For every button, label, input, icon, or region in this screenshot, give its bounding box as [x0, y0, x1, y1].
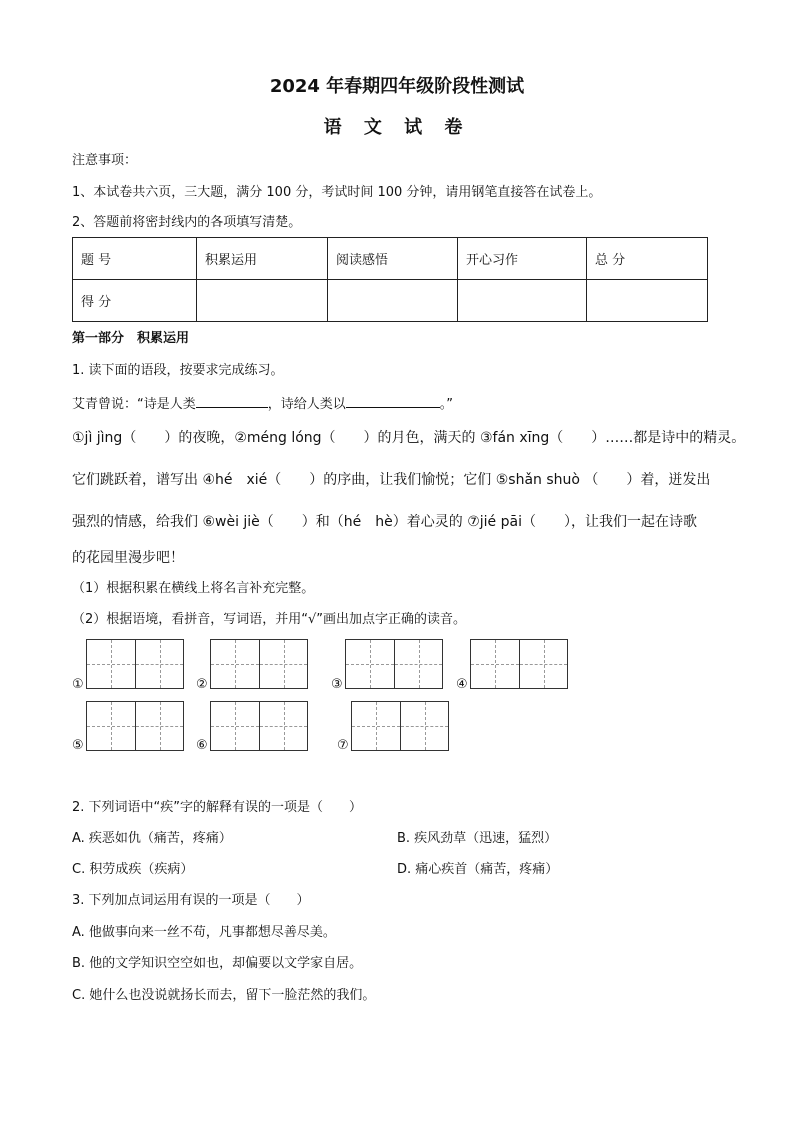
q1-paragraph-line-3: 强烈的情感，给我们 ⑥wèi jiè（ ）和（hé hè）着心灵的 ⑦jié pāi（ ），让我们一起在诗歌 — [72, 514, 697, 530]
grid-label: ③ — [331, 677, 343, 692]
grid-label: ① — [72, 677, 84, 692]
q1-paragraph-line-4: 的花园里漫步吧！ — [72, 550, 184, 566]
score-table-header-row — [73, 238, 708, 280]
grid-cell[interactable] — [519, 640, 567, 688]
writing-grid-4[interactable] — [470, 639, 568, 689]
q3-option-b[interactable]: B. 他的文学知识空空如也，却偏要以文学家自居。 — [72, 956, 363, 971]
grid-cell[interactable] — [259, 640, 307, 688]
q1-sub-1: （1）根据积累在横线上将名言补充完整。 — [72, 581, 315, 596]
q3-stem: 3. 下列加点词运用有误的一项是（ ） — [72, 893, 310, 908]
grid-cell[interactable] — [471, 640, 519, 688]
grid-cell[interactable] — [394, 640, 442, 688]
grid-cell[interactable] — [135, 702, 183, 750]
writing-grid-3[interactable] — [345, 639, 443, 689]
quote-part-c: 。” — [439, 397, 454, 412]
quote-part-a: 艾青曾说：“诗是人类 — [72, 397, 196, 412]
grid-label: ④ — [456, 677, 468, 692]
quote-blank-1[interactable] — [196, 393, 268, 408]
score-header-cell: 开心习作 — [458, 238, 587, 280]
grid-cell[interactable] — [259, 702, 307, 750]
grid-label: ② — [196, 677, 208, 692]
q1-paragraph-line-1: ①jì jìng（ ）的夜晚，②méng lóng（ ）的月色，满天的 ③fán xīng（ ）……都是诗中的精灵。 — [72, 430, 746, 446]
score-table-score-row — [73, 280, 708, 322]
notes-item-2: 2、答题前将密封线内的各项填写清楚。 — [72, 215, 302, 230]
score-header-cell: 积累运用 — [197, 238, 328, 280]
q2-option-d[interactable]: D. 痛心疾首（痛苦，疼痛） — [397, 862, 559, 877]
score-header-cell: 阅读感悟 — [328, 238, 458, 280]
exam-title: 2024 年春期四年级阶段性测试 — [269, 76, 525, 97]
q2-stem: 2. 下列词语中“疾”字的解释有误的一项是（ ） — [72, 800, 363, 815]
writing-grid-1[interactable] — [86, 639, 184, 689]
notes-item-1: 1、本试卷共六页，三大题，满分 100 分，考试时间 100 分钟，请用钢笔直接答在试卷上。 — [72, 185, 602, 200]
grid-cell[interactable] — [211, 640, 259, 688]
grid-label: ⑤ — [72, 738, 84, 753]
q2-option-a[interactable]: A. 疾恶如仇（痛苦，疼痛） — [72, 831, 232, 846]
score-header-cell: 题 号 — [73, 238, 197, 280]
part1-title: 第一部分 积累运用 — [72, 331, 190, 346]
q1-sub-2: （2）根据语境，看拼音，写词语，并用“√”画出加点字正确的读音。 — [72, 612, 467, 627]
quote-part-b: ，诗给人类以 — [267, 397, 346, 412]
q1-quote — [72, 393, 453, 414]
score-table — [72, 237, 708, 322]
grid-label: ⑥ — [196, 738, 208, 753]
writing-grid-5[interactable] — [86, 701, 184, 751]
grid-cell[interactable] — [87, 640, 135, 688]
score-row-label: 得 分 — [73, 280, 197, 322]
q1-stem: 1. 读下面的语段，按要求完成练习。 — [72, 363, 284, 378]
q2-option-b[interactable]: B. 疾风劲草（迅速，猛烈） — [397, 831, 558, 846]
q1-paragraph-line-2: 它们跳跃着，谱写出 ④hé xié（ ）的序曲，让我们愉悦；它们 ⑤shǎn shuò （ ）着，迸发出 — [72, 472, 711, 488]
grid-cell[interactable] — [352, 702, 400, 750]
score-cell[interactable] — [328, 280, 458, 322]
writing-grid-7[interactable] — [351, 701, 449, 751]
q3-option-c[interactable]: C. 她什么也没说就扬长而去，留下一脸茫然的我们。 — [72, 988, 376, 1003]
grid-cell[interactable] — [400, 702, 448, 750]
score-cell[interactable] — [458, 280, 587, 322]
q3-option-a[interactable]: A. 他做事向来一丝不苟，凡事都想尽善尽美。 — [72, 925, 336, 940]
score-header-cell: 总 分 — [587, 238, 708, 280]
writing-grid-2[interactable] — [210, 639, 308, 689]
grid-cell[interactable] — [135, 640, 183, 688]
notes-heading: 注意事项： — [72, 153, 138, 168]
q2-option-c[interactable]: C. 积劳成疾（疾病） — [72, 862, 194, 877]
grid-cell[interactable] — [346, 640, 394, 688]
quote-blank-2[interactable] — [346, 393, 440, 408]
exam-subtitle: 语 文 试 卷 — [323, 117, 471, 138]
score-cell[interactable] — [587, 280, 708, 322]
grid-cell[interactable] — [87, 702, 135, 750]
grid-label: ⑦ — [337, 738, 349, 753]
grid-cell[interactable] — [211, 702, 259, 750]
writing-grid-6[interactable] — [210, 701, 308, 751]
score-cell[interactable] — [197, 280, 328, 322]
